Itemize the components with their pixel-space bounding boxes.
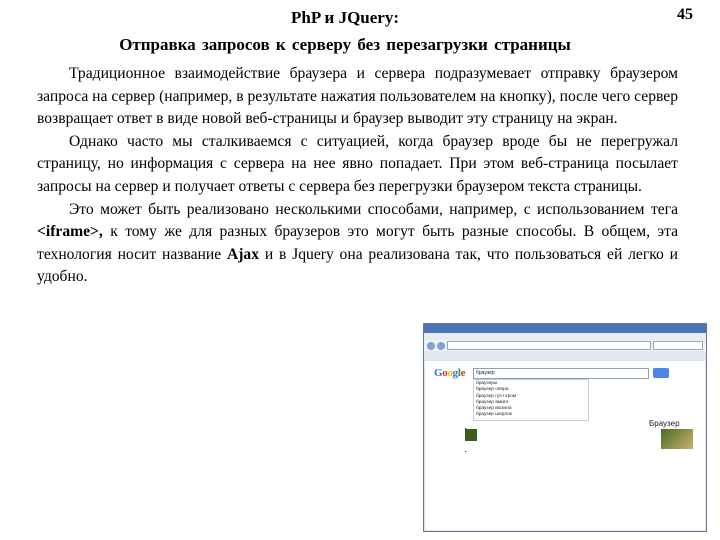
knowledge-panel <box>649 419 697 451</box>
browser-tabs <box>424 351 706 359</box>
body-text <box>37 63 678 289</box>
paragraph-3-part3: и в Jquery она реализована так, что пользоваться ей легко и удобно. <box>37 245 678 286</box>
forward-icon <box>437 342 445 350</box>
browser-screenshot <box>423 323 707 532</box>
suggestion-item: браузер гугл хром <box>476 393 517 399</box>
browser-menubar <box>424 333 706 340</box>
paragraph-3-part1: Это может быть реализовано несколькими способами, например, с использованием тега <box>69 200 678 218</box>
result-item <box>465 429 641 441</box>
suggestions-dropdown <box>473 379 589 421</box>
page-subtitle: Отправка запросов к серверу без перезагрузки страницы <box>119 35 571 54</box>
suggestion-item: браузеры <box>476 381 498 386</box>
suggestion-item: браузер амиго <box>476 399 509 405</box>
iframe-tag-text: <iframe>, <box>37 223 103 241</box>
page-title: PhP и JQuery: <box>290 8 399 27</box>
suggestion-item: браузер опера <box>476 387 509 393</box>
browser-address-bar <box>424 340 706 351</box>
browser-titlebar <box>424 324 706 333</box>
knowledge-panel-image <box>661 429 693 449</box>
browser-search-field <box>653 341 703 350</box>
knowledge-panel-title: Браузер <box>649 419 680 428</box>
ajax-term: Ajax <box>226 245 259 263</box>
page-number: 45 <box>677 6 693 23</box>
url-field <box>447 341 651 350</box>
google-search-input: браузер <box>473 368 649 379</box>
search-results <box>465 423 641 457</box>
browser-content <box>425 361 705 530</box>
google-logo: Google <box>434 367 466 379</box>
paragraph-3 <box>37 199 678 289</box>
back-icon <box>427 342 435 350</box>
paragraph-3-part2: к тому же для разных браузеров это могут быть разные способы. В общем, эта технология носит название <box>37 223 678 263</box>
suggestion-item: браузер мозила <box>476 406 512 412</box>
suggestion-item: браузер шерлок <box>476 412 512 418</box>
search-button <box>653 368 669 378</box>
paragraph-1: Традиционное взаимодействие браузера и сервера подразумевает отправку браузером запроса на сервер (например, в результате нажатия пользователем на кнопку), после чего сервер возвращает ответ в виде новой веб-страницы и браузер выводит эту страницу на экран. <box>37 65 678 128</box>
paragraph-2: Однако часто мы сталкиваемся с ситуацией, когда браузер вроде бы не перегружал страницу, но информация с сервера на нее явно попадает. При этом веб-страница посылает запросы на сервер и получает ответы с сервера без перегрузки браузером текста страницы. <box>37 132 678 195</box>
result-item <box>465 452 641 458</box>
